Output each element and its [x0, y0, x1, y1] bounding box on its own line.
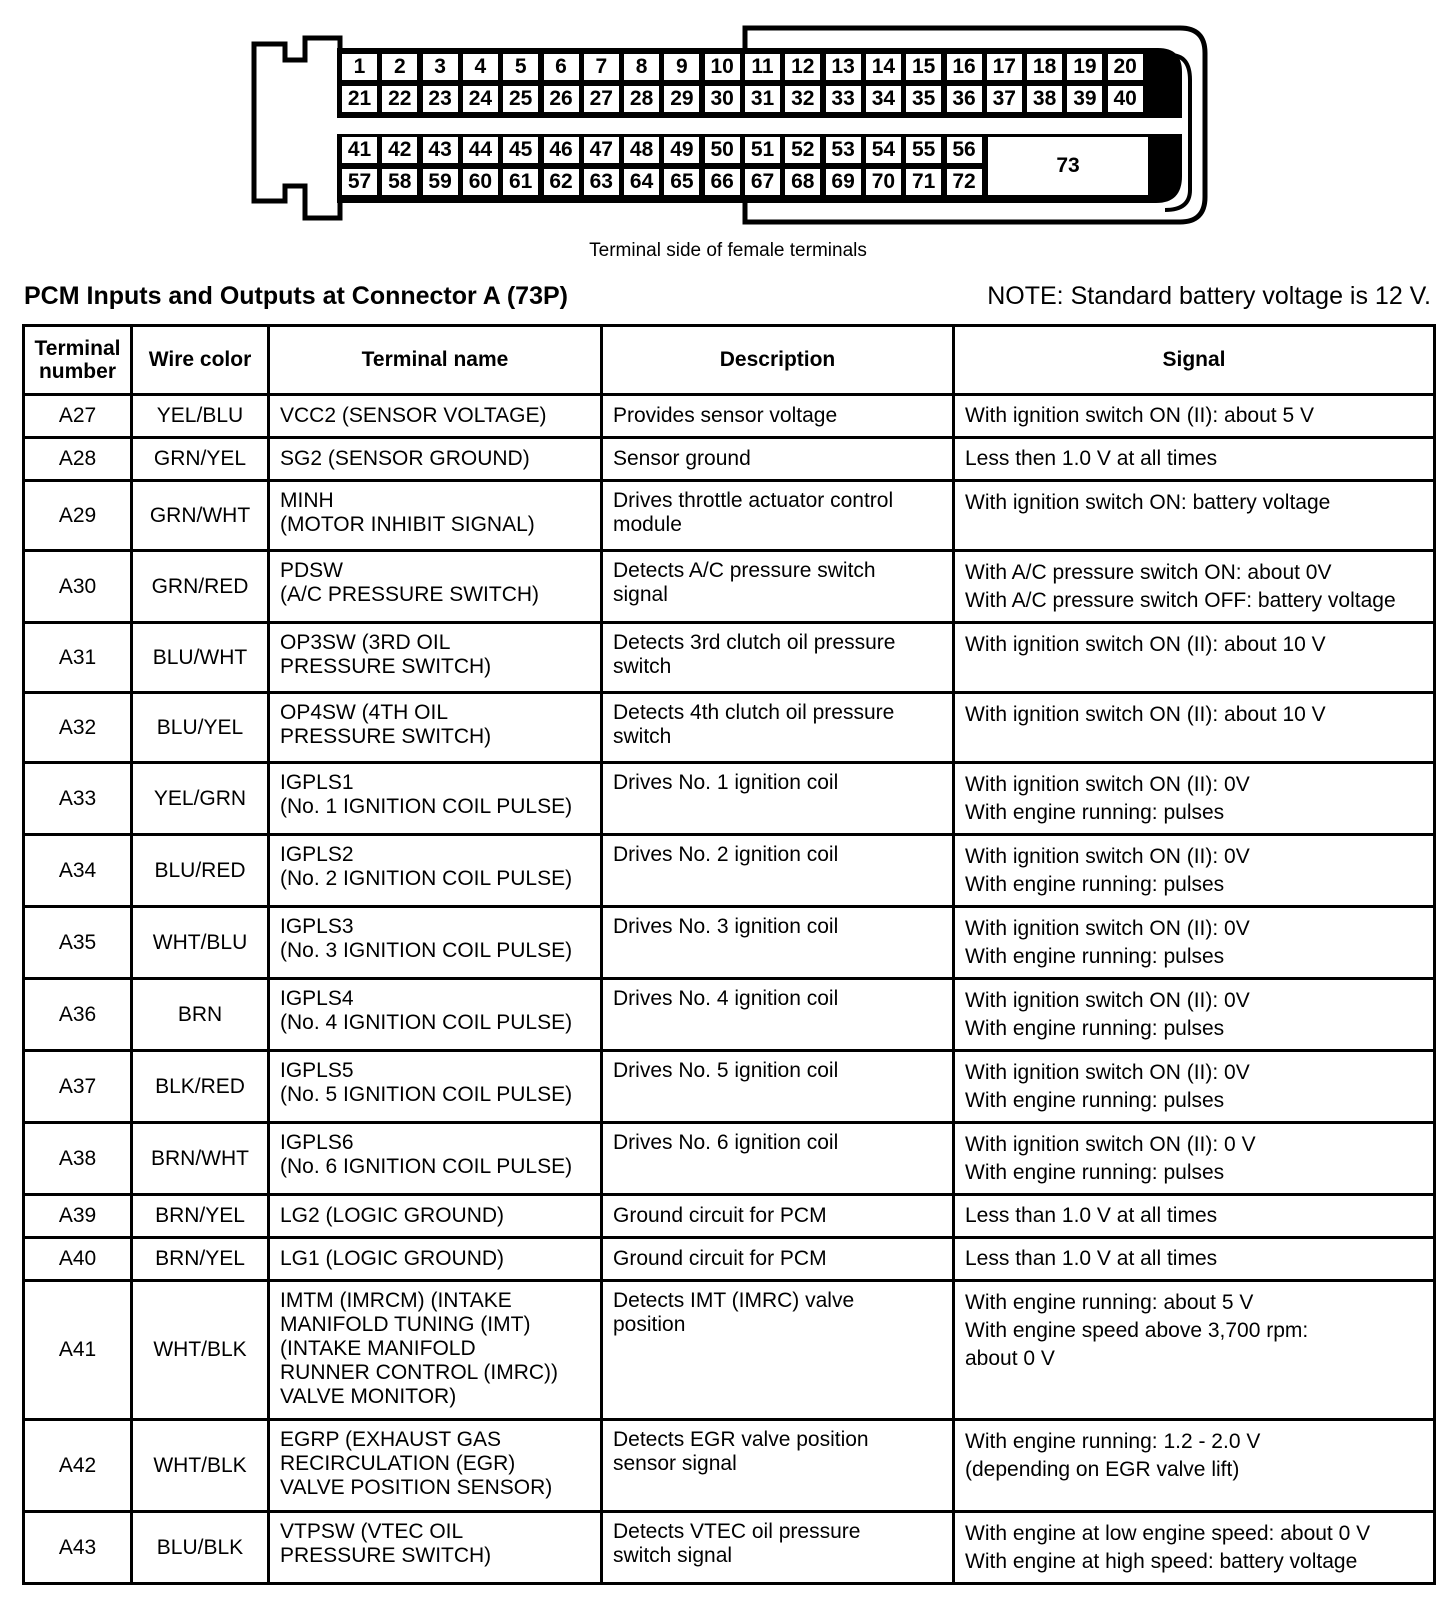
terminal-pin: 21 [342, 86, 377, 112]
signal-cell [954, 979, 1435, 1051]
signal-cell-line: Less than 1.0 V at all times [965, 1247, 1218, 1270]
description-cell [602, 979, 954, 1051]
signal-cell [954, 1123, 1435, 1195]
terminal-pin: 55 [906, 137, 941, 163]
terminal-pin: 56 [947, 137, 982, 163]
terminal-pin: 25 [503, 86, 538, 112]
wire-color-cell: YEL/GRN [132, 763, 269, 835]
terminal-name-cell [269, 1238, 602, 1281]
terminal-pin: 51 [745, 137, 780, 163]
terminal-number-cell: A32 [24, 693, 132, 763]
description-cell-line: Detects A/C pressure switch [613, 559, 876, 582]
signal-cell [954, 1051, 1435, 1123]
terminal-pin: 69 [826, 169, 861, 195]
wire-color-cell: BLU/RED [132, 835, 269, 907]
terminal-pin: 19 [1067, 54, 1102, 80]
terminal-pin: 31 [745, 86, 780, 112]
terminal-name-cell [269, 693, 602, 763]
column-header-wire-color: Wire color [132, 326, 269, 395]
terminal-pin: 29 [664, 86, 699, 112]
description-cell [602, 623, 954, 693]
description-cell-line: Drives No. 3 ignition coil [613, 915, 839, 938]
terminal-name-cell [269, 1195, 602, 1238]
connector-diagram [0, 0, 1456, 230]
terminal-pin: 7 [584, 54, 619, 80]
terminal-pin: 11 [745, 54, 780, 80]
description-cell [602, 835, 954, 907]
terminal-name-cell-line: (INTAKE MANIFOLD [280, 1337, 476, 1360]
wire-color-cell: WHT/BLK [132, 1281, 269, 1420]
terminal-name-cell-line: VALVE POSITION SENSOR) [280, 1476, 553, 1499]
terminal-number-cell: A38 [24, 1123, 132, 1195]
terminal-pin: 9 [664, 54, 699, 80]
terminal-pin: 58 [382, 169, 417, 195]
table-row [24, 1123, 1435, 1195]
terminal-pin: 43 [423, 137, 458, 163]
terminal-pin: 72 [947, 169, 982, 195]
description-cell [602, 1238, 954, 1281]
terminal-pin: 36 [947, 86, 982, 112]
description-cell-line: switch [613, 725, 672, 748]
terminal-pin: 46 [544, 137, 579, 163]
description-cell [602, 481, 954, 551]
terminal-name-cell-line: IGPLS6 [280, 1131, 354, 1154]
terminal-pin: 67 [745, 169, 780, 195]
table-row [24, 438, 1435, 481]
terminal-number-cell: A30 [24, 551, 132, 623]
table-row [24, 693, 1435, 763]
terminal-pin: 1 [342, 54, 377, 80]
terminal-pin: 20 [1108, 54, 1143, 80]
terminal-name-cell-line: IGPLS1 [280, 771, 354, 794]
description-cell [602, 395, 954, 438]
terminal-pin: 10 [705, 54, 740, 80]
terminal-pin: 15 [906, 54, 941, 80]
description-cell-line: Detects 3rd clutch oil pressure [613, 631, 896, 654]
terminal-pin: 16 [947, 54, 982, 80]
terminal-pin: 37 [987, 86, 1022, 112]
terminal-pin: 17 [987, 54, 1022, 80]
terminal-pin: 71 [906, 169, 941, 195]
signal-cell-line: With ignition switch ON (II): about 5 V [965, 404, 1314, 427]
terminal-pin: 41 [342, 137, 377, 163]
description-cell-line: switch signal [613, 1544, 733, 1567]
connector-caption: Terminal side of female terminals [589, 240, 867, 261]
terminal-name-cell [269, 835, 602, 907]
terminal-number-cell: A33 [24, 763, 132, 835]
terminal-name-cell-line: SG2 (SENSOR GROUND) [280, 447, 530, 470]
signal-cell [954, 1512, 1435, 1584]
signal-cell-line: With engine running: pulses [965, 873, 1225, 896]
terminal-name-cell-line: PRESSURE SWITCH) [280, 655, 492, 678]
wire-color-cell: WHT/BLK [132, 1420, 269, 1512]
signal-cell [954, 438, 1435, 481]
terminal-number-cell: A27 [24, 395, 132, 438]
terminal-name-cell [269, 1051, 602, 1123]
description-cell [602, 693, 954, 763]
table-row [24, 551, 1435, 623]
signal-cell-line: Less then 1.0 V at all times [965, 447, 1218, 470]
terminal-number-cell: A43 [24, 1512, 132, 1584]
pcm-io-table [22, 324, 1436, 1585]
signal-cell-line: With ignition switch ON (II): about 10 V [965, 703, 1326, 726]
terminal-name-cell-line: VALVE MONITOR) [280, 1385, 457, 1408]
wire-color-cell: BRN/YEL [132, 1238, 269, 1281]
signal-cell [954, 693, 1435, 763]
terminal-name-cell [269, 1512, 602, 1584]
terminal-pin: 4 [463, 54, 498, 80]
terminal-pin: 61 [503, 169, 538, 195]
terminal-pin: 44 [463, 137, 498, 163]
terminal-pin: 8 [624, 54, 659, 80]
terminal-number-cell: A35 [24, 907, 132, 979]
terminal-name-cell [269, 979, 602, 1051]
terminal-name-cell-line: (A/C PRESSURE SWITCH) [280, 583, 540, 606]
terminal-name-cell-line: OP4SW (4TH OIL [280, 701, 449, 724]
signal-cell [954, 623, 1435, 693]
table-row [24, 763, 1435, 835]
table-row [24, 1195, 1435, 1238]
terminal-pin: 66 [705, 169, 740, 195]
wire-color-cell: WHT/BLU [132, 907, 269, 979]
wire-color-cell: GRN/YEL [132, 438, 269, 481]
terminal-name-cell-line: (No. 4 IGNITION COIL PULSE) [280, 1011, 573, 1034]
table-row [24, 481, 1435, 551]
table-row [24, 1420, 1435, 1512]
terminal-pin: 60 [463, 169, 498, 195]
wire-color-cell: BRN/WHT [132, 1123, 269, 1195]
description-cell-line: Sensor ground [613, 447, 751, 470]
signal-cell-line: With A/C pressure switch OFF: battery voltage [965, 589, 1396, 612]
terminal-name-cell-line: PDSW [280, 559, 343, 582]
terminal-number-cell: A39 [24, 1195, 132, 1238]
column-header-terminal-number: Terminal number [24, 326, 132, 395]
terminal-pin: 42 [382, 137, 417, 163]
wire-color-cell: BLK/RED [132, 1051, 269, 1123]
terminal-name-cell [269, 623, 602, 693]
terminal-pin: 70 [866, 169, 901, 195]
description-cell-line: Detects VTEC oil pressure [613, 1520, 861, 1543]
terminal-pin: 50 [705, 137, 740, 163]
column-header-description: Description [602, 326, 954, 395]
terminal-name-cell [269, 907, 602, 979]
description-cell-line: Provides sensor voltage [613, 404, 838, 427]
signal-cell-line: (depending on EGR valve lift) [965, 1458, 1240, 1481]
terminal-name-cell [269, 763, 602, 835]
terminal-pin: 27 [584, 86, 619, 112]
terminal-name-cell-line: VCC2 (SENSOR VOLTAGE) [280, 404, 547, 427]
signal-cell-line: about 0 V [965, 1347, 1055, 1370]
terminal-pin: 5 [503, 54, 538, 80]
description-cell [602, 1051, 954, 1123]
terminal-name-cell [269, 1281, 602, 1420]
table-header-row [24, 326, 1435, 395]
terminal-pin: 64 [624, 169, 659, 195]
signal-cell [954, 763, 1435, 835]
terminal-pin: 23 [423, 86, 458, 112]
wire-color-cell: BRN/YEL [132, 1195, 269, 1238]
terminal-number-cell: A37 [24, 1051, 132, 1123]
terminal-name-cell-line: MANIFOLD TUNING (IMT) [280, 1313, 531, 1336]
description-cell-line: signal [613, 583, 668, 606]
terminal-pin: 40 [1108, 86, 1143, 112]
description-cell-line: Detects IMT (IMRC) valve [613, 1289, 855, 1312]
terminal-pin: 52 [785, 137, 820, 163]
terminal-name-cell-line: RUNNER CONTROL (IMRC)) [280, 1361, 559, 1384]
terminal-name-cell-line: IGPLS3 [280, 915, 354, 938]
terminal-name-cell-line: (No. 6 IGNITION COIL PULSE) [280, 1155, 573, 1178]
terminal-pin: 28 [624, 86, 659, 112]
signal-cell-line: With engine running: pulses [965, 801, 1225, 824]
terminal-pin: 34 [866, 86, 901, 112]
terminal-pin: 53 [826, 137, 861, 163]
signal-cell [954, 1281, 1435, 1420]
wire-color-cell: GRN/RED [132, 551, 269, 623]
terminal-number-cell: A29 [24, 481, 132, 551]
terminal-pin: 47 [584, 137, 619, 163]
terminal-name-cell-line: PRESSURE SWITCH) [280, 1544, 492, 1567]
signal-cell-line: With engine at high speed: battery voltage [965, 1550, 1358, 1573]
terminal-pin: 45 [503, 137, 538, 163]
terminal-pin: 62 [544, 169, 579, 195]
terminal-name-cell-line: (No. 5 IGNITION COIL PULSE) [280, 1083, 573, 1106]
table-row [24, 979, 1435, 1051]
description-cell [602, 1512, 954, 1584]
terminal-pin: 13 [826, 54, 861, 80]
terminal-name-cell [269, 481, 602, 551]
description-cell-line: Drives No. 2 ignition coil [613, 843, 839, 866]
signal-cell-line: With engine running: pulses [965, 1017, 1225, 1040]
terminal-name-cell-line: RECIRCULATION (EGR) [280, 1452, 516, 1475]
terminal-name-cell-line: PRESSURE SWITCH) [280, 725, 492, 748]
battery-voltage-note: NOTE: Standard battery voltage is 12 V. [987, 282, 1431, 310]
wire-color-cell: BLU/BLK [132, 1512, 269, 1584]
signal-cell-line: With ignition switch ON (II): 0V [965, 1061, 1250, 1084]
terminal-pin: 65 [664, 169, 699, 195]
signal-cell-line: With engine running: pulses [965, 1089, 1225, 1112]
terminal-pin: 68 [785, 169, 820, 195]
signal-cell-line: With ignition switch ON (II): 0V [965, 845, 1250, 868]
table-row [24, 1281, 1435, 1420]
terminal-pin: 38 [1027, 86, 1062, 112]
terminal-name-cell [269, 438, 602, 481]
terminal-number-cell: A31 [24, 623, 132, 693]
signal-cell-line: With ignition switch ON (II): about 10 V [965, 633, 1326, 656]
wire-color-cell: BLU/WHT [132, 623, 269, 693]
description-cell-line: Ground circuit for PCM [613, 1204, 827, 1227]
description-cell-line: Ground circuit for PCM [613, 1247, 827, 1270]
description-cell [602, 1123, 954, 1195]
signal-cell-line: With ignition switch ON (II): 0V [965, 989, 1250, 1012]
terminal-pin: 35 [906, 86, 941, 112]
signal-cell-line: With engine running: about 5 V [965, 1291, 1254, 1314]
description-cell-line: Drives No. 1 ignition coil [613, 771, 839, 794]
terminal-name-cell-line: (MOTOR INHIBIT SIGNAL) [280, 513, 535, 536]
terminal-pin: 54 [866, 137, 901, 163]
signal-cell [954, 481, 1435, 551]
signal-cell [954, 1238, 1435, 1281]
terminal-pin: 32 [785, 86, 820, 112]
description-cell-line: module [613, 513, 682, 536]
signal-cell [954, 907, 1435, 979]
terminal-name-cell-line: IGPLS2 [280, 843, 354, 866]
signal-cell [954, 835, 1435, 907]
signal-cell [954, 551, 1435, 623]
terminal-number-cell: A42 [24, 1420, 132, 1512]
terminal-number-cell: A28 [24, 438, 132, 481]
terminal-name-cell-line: MINH [280, 489, 334, 512]
signal-cell-line: With engine at low engine speed: about 0 V [965, 1522, 1371, 1545]
terminal-name-cell-line: VTPSW (VTEC OIL [280, 1520, 464, 1543]
description-cell-line: switch [613, 655, 672, 678]
description-cell-line: position [613, 1313, 686, 1336]
terminal-pin: 6 [544, 54, 579, 80]
terminal-pin: 48 [624, 137, 659, 163]
terminal-name-cell [269, 395, 602, 438]
terminal-name-cell-line: LG1 (LOGIC GROUND) [280, 1247, 505, 1270]
description-cell [602, 907, 954, 979]
table-row [24, 395, 1435, 438]
description-cell [602, 763, 954, 835]
terminal-name-cell-line: IMTM (IMRCM) (INTAKE [280, 1289, 512, 1312]
terminal-pin: 12 [785, 54, 820, 80]
description-cell [602, 438, 954, 481]
column-header-signal: Signal [954, 326, 1435, 395]
terminal-pin: 3 [423, 54, 458, 80]
wire-color-cell: BLU/YEL [132, 693, 269, 763]
signal-cell-line: With ignition switch ON (II): 0V [965, 917, 1250, 940]
table-row [24, 907, 1435, 979]
wire-color-cell: YEL/BLU [132, 395, 269, 438]
terminal-name-cell-line: LG2 (LOGIC GROUND) [280, 1204, 505, 1227]
terminal-pin: 14 [866, 54, 901, 80]
table-row [24, 835, 1435, 907]
description-cell [602, 1420, 954, 1512]
description-cell [602, 551, 954, 623]
description-cell-line: Drives No. 4 ignition coil [613, 987, 839, 1010]
terminal-pin-73: 73 [988, 137, 1148, 195]
table-row [24, 1238, 1435, 1281]
terminal-pin: 57 [342, 169, 377, 195]
signal-cell [954, 395, 1435, 438]
signal-cell-line: With A/C pressure switch ON: about 0V [965, 561, 1332, 584]
signal-cell [954, 1420, 1435, 1512]
signal-cell-line: With ignition switch ON (II): 0 V [965, 1133, 1256, 1156]
signal-cell-line: With engine running: pulses [965, 945, 1225, 968]
terminal-pin: 24 [463, 86, 498, 112]
description-cell-line: Drives throttle actuator control [613, 489, 894, 512]
terminal-pin: 30 [705, 86, 740, 112]
signal-cell-line: With engine speed above 3,700 rpm: [965, 1319, 1309, 1342]
terminal-name-cell [269, 1123, 602, 1195]
terminal-name-cell-line: (No. 3 IGNITION COIL PULSE) [280, 939, 573, 962]
table-row [24, 623, 1435, 693]
terminal-pin: 59 [423, 169, 458, 195]
table-row [24, 1051, 1435, 1123]
terminal-number-cell: A34 [24, 835, 132, 907]
terminal-name-cell-line: OP3SW (3RD OIL [280, 631, 451, 654]
terminal-number-cell: A36 [24, 979, 132, 1051]
description-cell-line: Detects 4th clutch oil pressure [613, 701, 895, 724]
signal-cell-line: With ignition switch ON: battery voltage [965, 491, 1331, 514]
terminal-name-cell-line: IGPLS4 [280, 987, 354, 1010]
wire-color-cell: BRN [132, 979, 269, 1051]
signal-cell-line: With ignition switch ON (II): 0V [965, 773, 1250, 796]
signal-cell-line: With engine running: pulses [965, 1161, 1225, 1184]
terminal-pin: 33 [826, 86, 861, 112]
signal-cell-line: With engine running: 1.2 - 2.0 V [965, 1430, 1261, 1453]
terminal-name-cell [269, 1420, 602, 1512]
terminal-name-cell-line: (No. 2 IGNITION COIL PULSE) [280, 867, 573, 890]
terminal-pin: 26 [544, 86, 579, 112]
terminal-name-cell-line: IGPLS5 [280, 1059, 354, 1082]
terminal-pin: 2 [382, 54, 417, 80]
terminal-pin: 18 [1027, 54, 1062, 80]
description-cell-line: Drives No. 5 ignition coil [613, 1059, 839, 1082]
terminal-number-cell: A40 [24, 1238, 132, 1281]
description-cell [602, 1195, 954, 1238]
table-row [24, 1512, 1435, 1584]
description-cell-line: Detects EGR valve position [613, 1428, 869, 1451]
wire-color-cell: GRN/WHT [132, 481, 269, 551]
page-title: PCM Inputs and Outputs at Connector A (73P) [24, 282, 568, 310]
connector-outline [0, 0, 1456, 230]
description-cell [602, 1281, 954, 1420]
description-cell-line: Drives No. 6 ignition coil [613, 1131, 839, 1154]
terminal-name-cell-line: (No. 1 IGNITION COIL PULSE) [280, 795, 573, 818]
terminal-name-cell-line: EGRP (EXHAUST GAS [280, 1428, 501, 1451]
terminal-pin: 49 [664, 137, 699, 163]
terminal-pin: 39 [1067, 86, 1102, 112]
description-cell-line: sensor signal [613, 1452, 737, 1475]
signal-cell-line: Less than 1.0 V at all times [965, 1204, 1218, 1227]
terminal-number-cell: A41 [24, 1281, 132, 1420]
terminal-name-cell [269, 551, 602, 623]
terminal-pin: 22 [382, 86, 417, 112]
terminal-pin: 63 [584, 169, 619, 195]
column-header-terminal-name: Terminal name [269, 326, 602, 395]
signal-cell [954, 1195, 1435, 1238]
